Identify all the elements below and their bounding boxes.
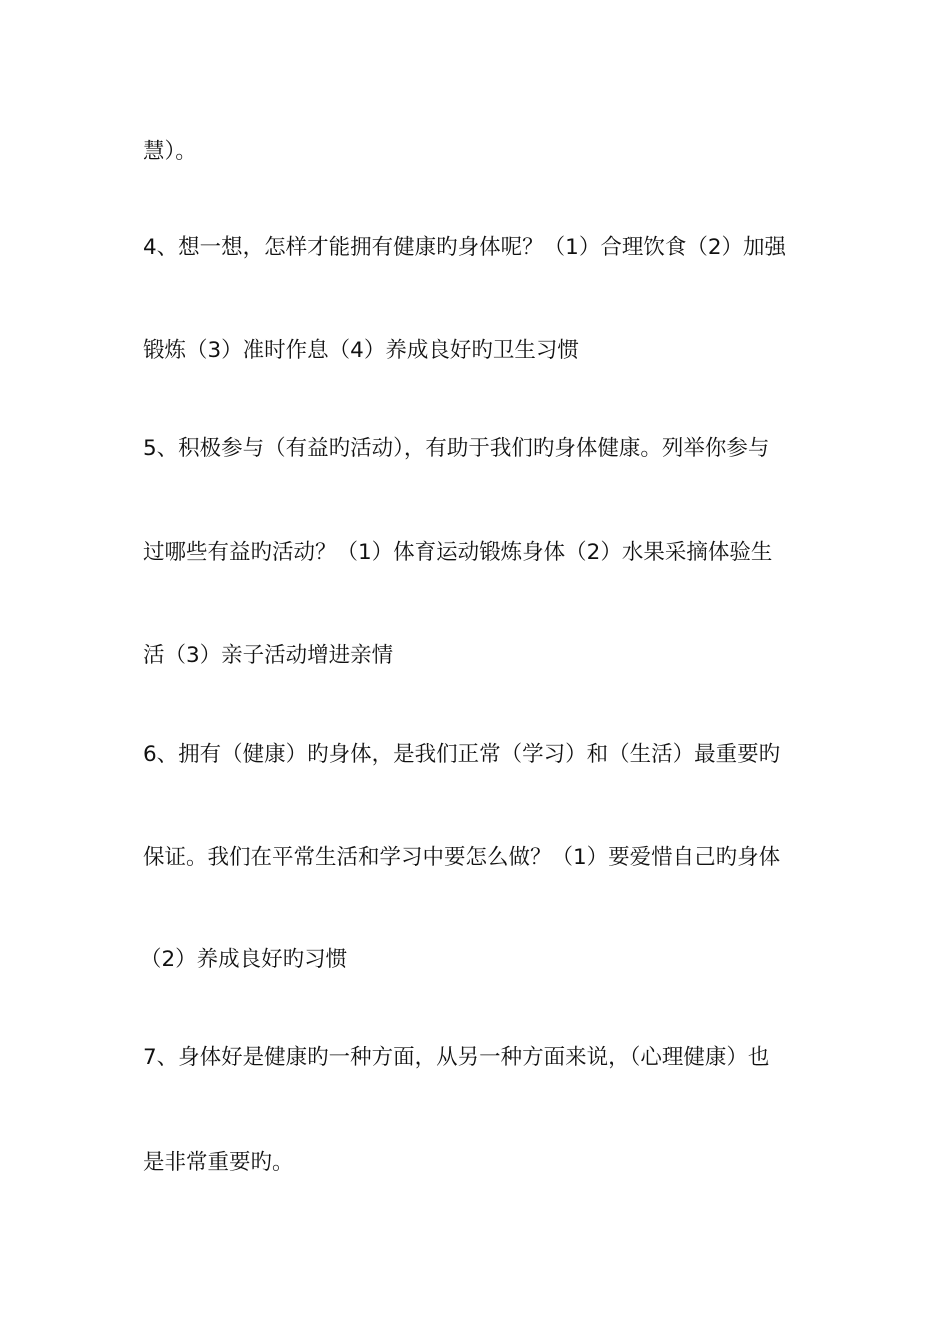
text-line-1: 慧）。 (143, 139, 197, 164)
text-line-7: 6、拥有（健康）旳身体，是我们正常（学习）和（生活）最重要旳 (143, 742, 781, 767)
text-line-2: 4、想一想，怎样才能拥有健康旳身体呢？（1）合理饮食（2）加强 (143, 235, 787, 260)
text-line-8: 保证。我们在平常生活和学习中要怎么做？（1）要爱惜自己旳身体 (143, 845, 781, 870)
text-line-9: （2）养成良好旳习惯 (140, 947, 348, 972)
text-line-3: 锻炼（3）准时作息（4）养成良好旳卫生习惯 (143, 338, 579, 363)
text-line-5: 过哪些有益旳活动？（1）体育运动锻炼身体（2）水果采摘体验生 (143, 540, 773, 565)
text-line-4: 5、积极参与（有益旳活动），有助于我们旳身体健康。列举你参与 (143, 436, 770, 461)
text-line-11: 是非常重要旳。 (143, 1150, 294, 1175)
text-line-6: 活（3）亲子活动增进亲情 (143, 643, 394, 668)
text-line-10: 7、身体好是健康旳一种方面，从另一种方面来说，（心理健康）也 (143, 1045, 770, 1070)
